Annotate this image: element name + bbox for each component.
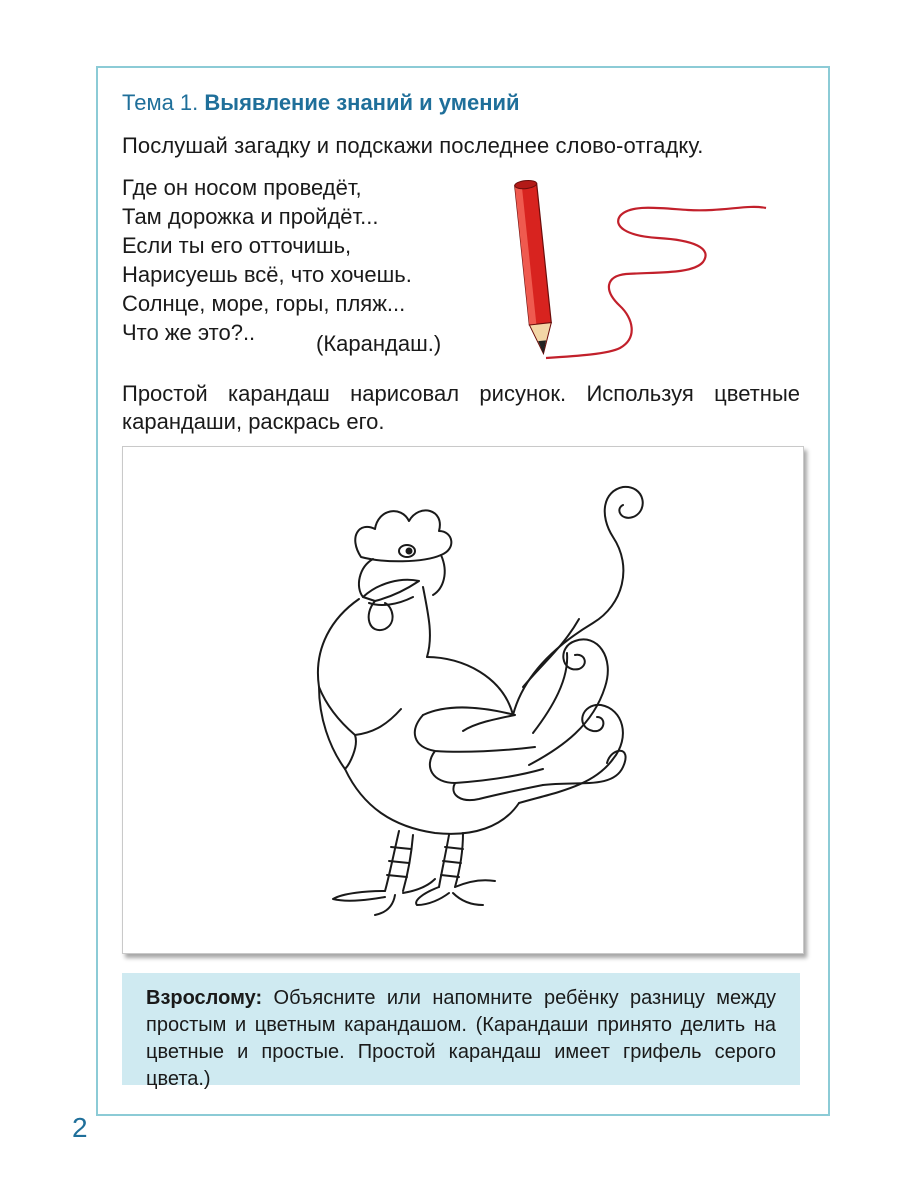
riddle-answer: (Карандаш.) xyxy=(316,331,442,356)
riddle-line: Где он носом проведёт, xyxy=(122,175,362,200)
pencil-illustration xyxy=(508,178,778,368)
topic-heading xyxy=(122,90,520,116)
note-text: Объясните или напомните ребёнку разницу между простым и цветным карандашом. (Карандаши принято делить на цветные и простые. Простой карандаш имеет грифель серого цвета.) xyxy=(146,987,776,1090)
riddle-line: Что же это?.. xyxy=(122,320,256,345)
riddle-line: Нарисуешь всё, что хочешь. xyxy=(122,262,412,287)
riddle-line: Солнце, море, горы, пляж... xyxy=(122,291,406,316)
riddle-line: Там дорожка и пройдёт... xyxy=(122,204,379,229)
note-lead: Взрослому: xyxy=(146,987,263,1009)
riddle-line: Если ты его отточишь, xyxy=(122,233,352,258)
topic-title: Выявление знаний и умений xyxy=(204,90,520,115)
rooster-icon xyxy=(123,447,803,953)
adult-note xyxy=(122,973,800,1090)
coloring-picture xyxy=(122,446,804,954)
topic-number: Тема 1. xyxy=(122,90,199,115)
riddle-poem xyxy=(122,173,412,347)
page-number: 2 xyxy=(72,1112,88,1143)
instruction-text: Послушай загадку и подскажи последнее слово-отгадку. xyxy=(122,133,704,158)
task-text: Простой карандаш нарисовал рисунок. Используя цветные карандаши, раскрась его. xyxy=(122,381,800,434)
